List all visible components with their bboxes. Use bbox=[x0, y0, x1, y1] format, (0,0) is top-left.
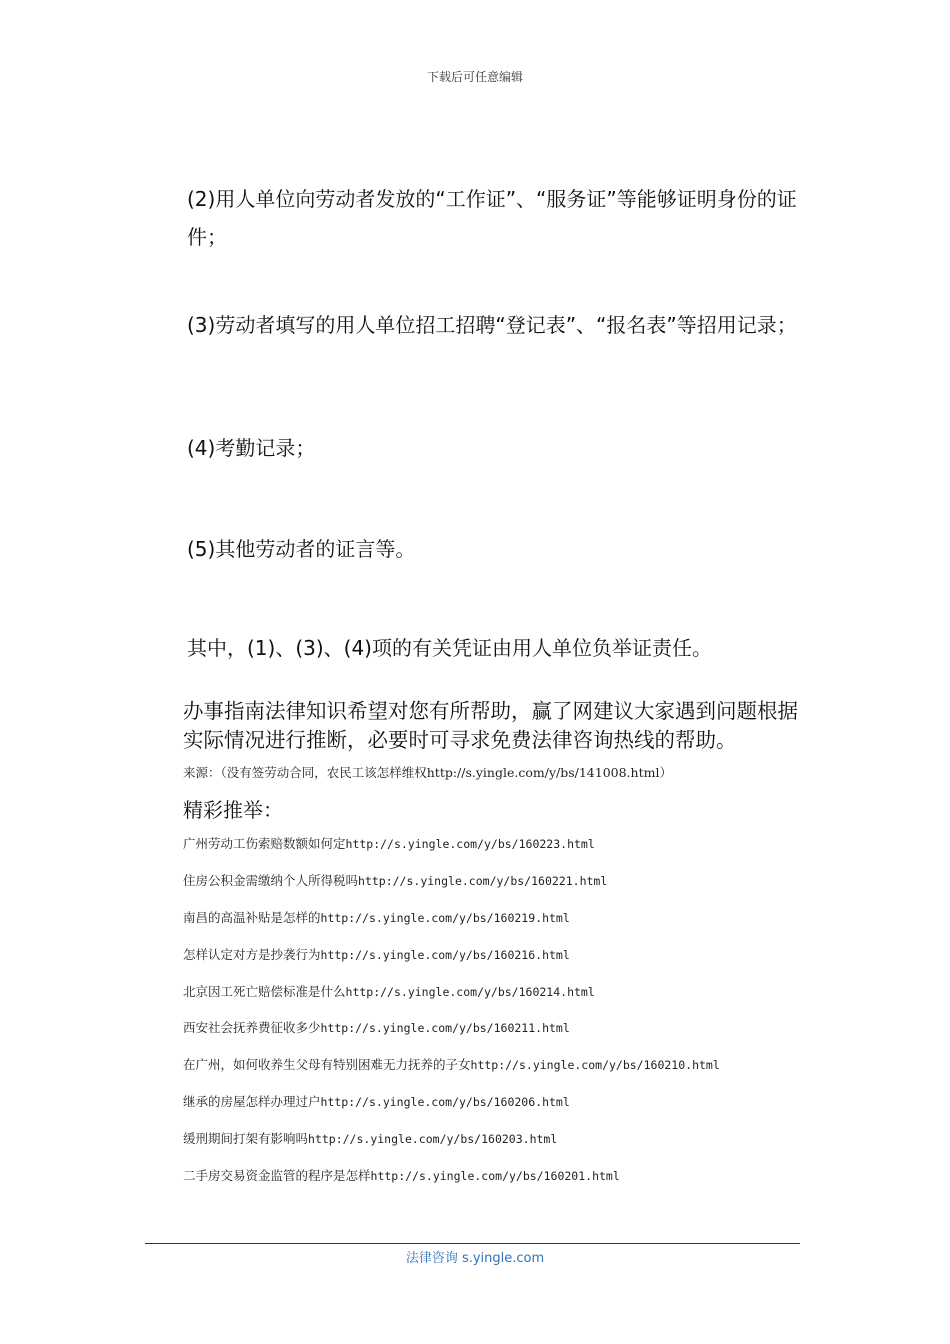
list-item-title: 缓刑期间打架有影响吗 bbox=[183, 1131, 309, 1147]
list-item-url[interactable]: http://s.yingle.com/y/bs/160203.html bbox=[308, 1132, 558, 1147]
page-header-note: 下载后可任意编辑 bbox=[426, 70, 523, 84]
list-item[interactable] bbox=[183, 1129, 720, 1166]
list-item-url[interactable]: http://s.yingle.com/y/bs/160210.html bbox=[470, 1058, 720, 1073]
list-item-title: 继承的房屋怎样办理过户 bbox=[183, 1094, 321, 1110]
list-item-url[interactable]: http://s.yingle.com/y/bs/160223.html bbox=[345, 837, 595, 851]
list-item[interactable] bbox=[183, 982, 720, 1019]
paragraph-burden-of-proof bbox=[145, 629, 810, 667]
list-item-url[interactable]: http://s.yingle.com/y/bs/160216.html bbox=[320, 947, 570, 962]
list-item-title: 在广州，如何收养生父母有特别困难无力抚养的子女 bbox=[183, 1057, 471, 1073]
paragraph-text: (2)用人单位向劳动者发放的“工作证”、“服务证”等能够证明身份的证件； bbox=[187, 187, 797, 249]
list-item[interactable] bbox=[183, 1018, 720, 1055]
list-item[interactable] bbox=[183, 945, 720, 982]
list-item-url[interactable]: http://s.yingle.com/y/bs/160221.html bbox=[358, 873, 608, 888]
paragraph-text: 其中，(1)、(3)、(4)项的有关凭证由用人单位负举证责任。 bbox=[187, 636, 712, 660]
list-item-title: 怎样认定对方是抄袭行为 bbox=[183, 946, 321, 962]
list-item-title: 南昌的高温补贴是怎样的 bbox=[183, 909, 321, 925]
source-line: 来源：（没有签劳动合同，农民工该怎样维权http://s.yingle.com/y/bs/141008.html） bbox=[183, 765, 672, 780]
list-item-url[interactable]: http://s.yingle.com/y/bs/160206.html bbox=[320, 1095, 570, 1110]
list-item[interactable] bbox=[183, 908, 720, 945]
list-item-title: 北京因工死亡赔偿标准是什么 bbox=[183, 983, 346, 999]
recommend-list bbox=[183, 834, 720, 1203]
paragraph-text: (5)其他劳动者的证言等。 bbox=[187, 537, 416, 561]
paragraph-item-2 bbox=[145, 180, 810, 256]
footer-link[interactable]: 法律咨询 s.yingle.com bbox=[405, 1251, 545, 1266]
list-item-url[interactable]: http://s.yingle.com/y/bs/160214.html bbox=[345, 984, 595, 999]
recommend-title: 精彩推举： bbox=[183, 798, 283, 822]
closing-paragraph bbox=[145, 697, 810, 755]
list-item-url[interactable]: http://s.yingle.com/y/bs/160201.html bbox=[370, 1169, 620, 1184]
list-item-url[interactable]: http://s.yingle.com/y/bs/160219.html bbox=[320, 910, 570, 925]
closing-text: 办事指南法律知识希望对您有所帮助，赢了网建议大家遇到问题根据实际情况进行推断，必要时可寻求免费法律咨询热线的帮助。 bbox=[183, 699, 798, 752]
paragraph-item-3 bbox=[145, 306, 810, 344]
list-item[interactable] bbox=[183, 1166, 720, 1203]
paragraph-text: (4)考勤记录； bbox=[187, 436, 316, 460]
paragraph-item-5 bbox=[145, 530, 810, 568]
footer-divider bbox=[145, 1243, 800, 1244]
list-item[interactable] bbox=[183, 871, 720, 908]
list-item[interactable] bbox=[183, 1055, 720, 1092]
list-item[interactable] bbox=[183, 1092, 720, 1129]
list-item-title: 二手房交易资金监管的程序是怎样 bbox=[183, 1168, 371, 1184]
paragraph-item-4 bbox=[145, 429, 810, 467]
list-item-title: 广州劳动工伤索赔数额如何定 bbox=[183, 836, 346, 851]
list-item-title: 西安社会抚养费征收多少 bbox=[183, 1020, 321, 1036]
list-item-url[interactable]: http://s.yingle.com/y/bs/160211.html bbox=[320, 1021, 570, 1036]
list-item-title: 住房公积金需缴纳个人所得税吗 bbox=[183, 872, 359, 888]
list-item[interactable] bbox=[183, 834, 720, 871]
paragraph-text: (3)劳动者填写的用人单位招工招聘“登记表”、“报名表”等招用记录； bbox=[187, 313, 797, 337]
